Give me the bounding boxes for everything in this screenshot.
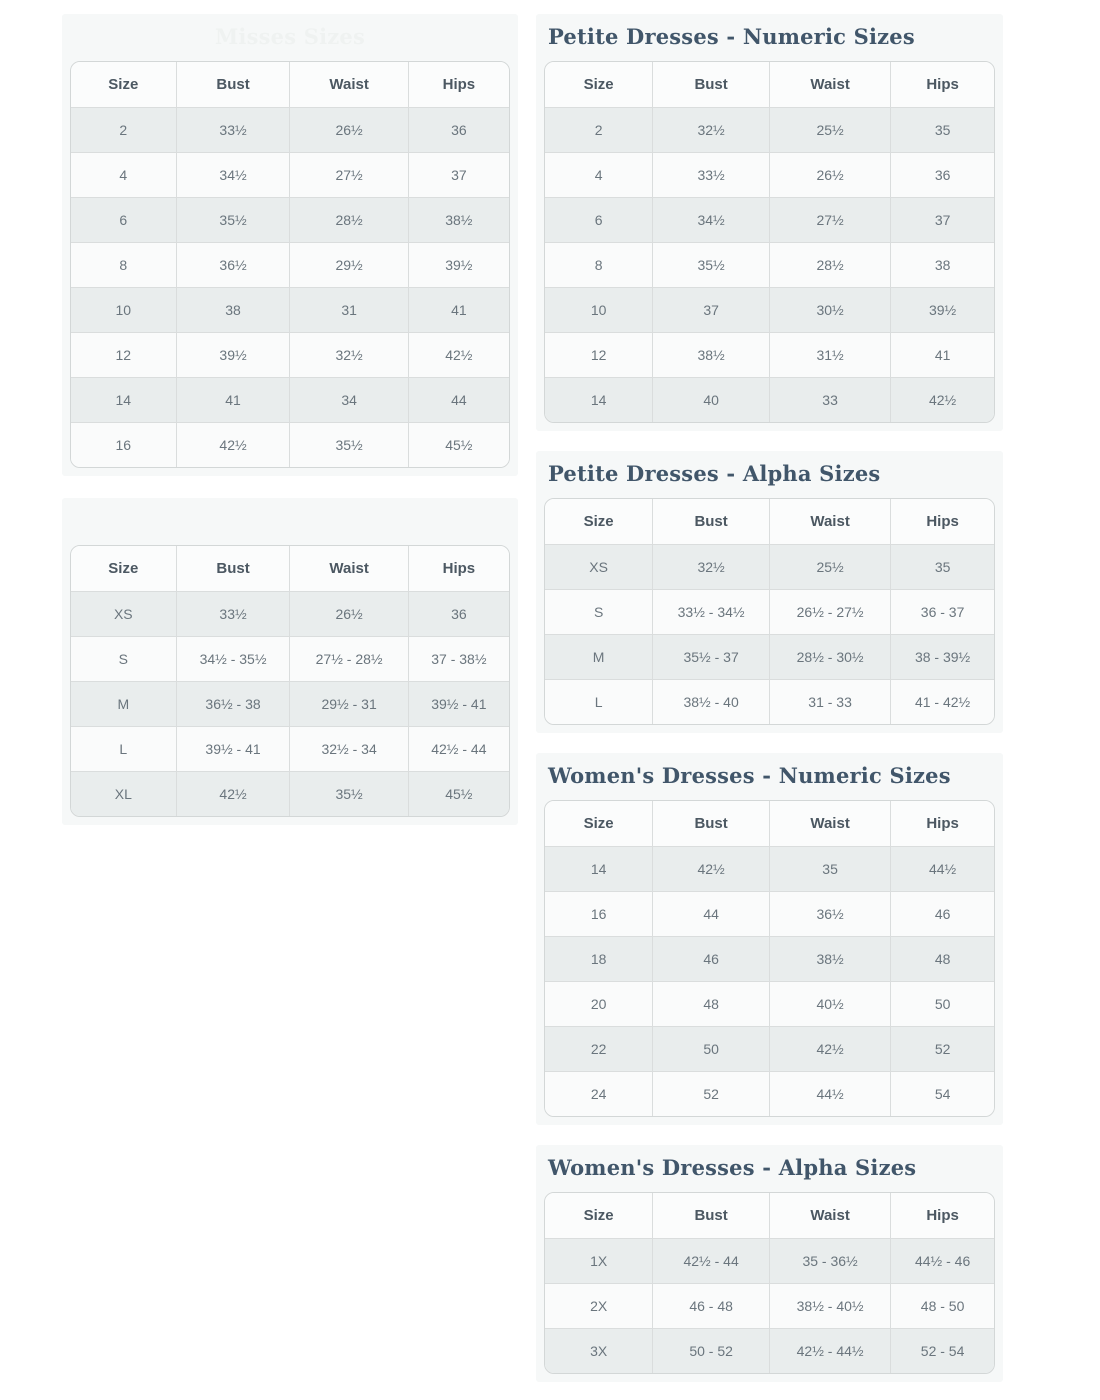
column-header: Size	[545, 1193, 653, 1238]
table-cell: 36	[408, 107, 509, 152]
table-cell: 35½	[290, 771, 408, 816]
table-cell: M	[71, 681, 176, 726]
table-cell: 52	[891, 1026, 994, 1071]
table-cell: 44	[653, 891, 770, 936]
table-cell: 52	[653, 1071, 770, 1116]
table-cell: 41 - 42½	[891, 679, 994, 724]
table-cell: 27½	[290, 152, 408, 197]
table-cell: 12	[545, 332, 653, 377]
left-column	[62, 14, 518, 825]
table-cell: 31 - 33	[769, 679, 890, 724]
table-cell: 36½ - 38	[176, 681, 290, 726]
table-cell: 39½ - 41	[408, 681, 509, 726]
table-cell: 46	[891, 891, 994, 936]
table-cell: 14	[71, 377, 176, 422]
table-cell: 33	[769, 377, 890, 422]
table-cell: 12	[71, 332, 176, 377]
table-cell: XS	[545, 544, 653, 589]
table-cell: L	[545, 679, 653, 724]
table-cell: 14	[545, 846, 653, 891]
table-cell: 45½	[408, 422, 509, 467]
table-cell: 26½	[290, 107, 408, 152]
misses-numeric-size-table	[71, 62, 509, 467]
table-cell: 6	[545, 197, 653, 242]
table-row	[545, 634, 994, 679]
misses-numeric-table-wrap	[70, 61, 510, 468]
table-cell: 39½	[891, 287, 994, 332]
column-header: Bust	[653, 801, 770, 846]
table-cell: S	[545, 589, 653, 634]
table-cell: 41	[891, 332, 994, 377]
column-header: Hips	[891, 1193, 994, 1238]
table-cell: XS	[71, 591, 176, 636]
table-cell: 3X	[545, 1328, 653, 1373]
header-row	[545, 801, 994, 846]
table-cell: 37	[653, 287, 770, 332]
table-cell: 20	[545, 981, 653, 1026]
table-cell: 37	[408, 152, 509, 197]
table-row	[545, 197, 994, 242]
column-header: Bust	[653, 62, 770, 107]
table-cell: 18	[545, 936, 653, 981]
table-cell: 54	[891, 1071, 994, 1116]
column-header: Size	[545, 62, 653, 107]
table-cell: 41	[408, 287, 509, 332]
table-row	[545, 1238, 994, 1283]
table-cell: 48	[891, 936, 994, 981]
table-row	[71, 636, 509, 681]
column-header: Waist	[769, 1193, 890, 1238]
section-womens-numeric	[536, 753, 1003, 1125]
table-row	[545, 544, 994, 589]
table-cell: 35	[891, 107, 994, 152]
womens-alpha-size-table	[545, 1193, 994, 1373]
table-cell: 26½	[769, 152, 890, 197]
table-cell: 38	[891, 242, 994, 287]
table-cell: 44	[408, 377, 509, 422]
table-cell: 6	[71, 197, 176, 242]
table-cell: 39½	[408, 242, 509, 287]
section-petite-numeric	[536, 14, 1003, 431]
column-header: Waist	[769, 801, 890, 846]
table-cell: 50	[891, 981, 994, 1026]
table-row	[545, 891, 994, 936]
table-cell: 26½ - 27½	[769, 589, 890, 634]
table-row	[71, 771, 509, 816]
misses-alpha-table-wrap	[70, 545, 510, 817]
table-row	[71, 152, 509, 197]
table-cell: S	[71, 636, 176, 681]
table-cell: 37 - 38½	[408, 636, 509, 681]
table-cell: 36½	[769, 891, 890, 936]
right-column	[536, 14, 1003, 1382]
header-row	[71, 546, 509, 591]
table-row	[545, 981, 994, 1026]
table-cell: 36 - 37	[891, 589, 994, 634]
column-header: Bust	[653, 499, 770, 544]
table-cell: 34½ - 35½	[176, 636, 290, 681]
petite-alpha-title: Petite Dresses - Alpha Sizes	[548, 461, 881, 486]
table-row	[71, 422, 509, 467]
table-cell: 37	[891, 197, 994, 242]
column-header: Size	[71, 546, 176, 591]
table-cell: 25½	[769, 544, 890, 589]
table-cell: 35½	[653, 242, 770, 287]
column-header: Hips	[891, 62, 994, 107]
table-cell: 16	[545, 891, 653, 936]
header-row	[71, 62, 509, 107]
womens-alpha-table-wrap	[544, 1192, 995, 1374]
table-cell: 38 - 39½	[891, 634, 994, 679]
table-cell: 28½	[769, 242, 890, 287]
table-cell: 44½	[891, 846, 994, 891]
table-cell: 8	[545, 242, 653, 287]
table-cell: 39½ - 41	[176, 726, 290, 771]
table-cell: 25½	[769, 107, 890, 152]
table-cell: 38½	[769, 936, 890, 981]
table-row	[71, 726, 509, 771]
table-cell: 33½	[653, 152, 770, 197]
column-header: Size	[545, 499, 653, 544]
table-row	[545, 679, 994, 724]
table-cell: 50 - 52	[653, 1328, 770, 1373]
petite-numeric-table-wrap	[544, 61, 995, 423]
table-cell: 40	[653, 377, 770, 422]
table-row	[71, 591, 509, 636]
table-cell: 42½	[176, 771, 290, 816]
petite-alpha-size-table	[545, 499, 994, 724]
table-cell: 27½ - 28½	[290, 636, 408, 681]
table-cell: 42½	[891, 377, 994, 422]
table-cell: 40½	[769, 981, 890, 1026]
column-header: Hips	[408, 546, 509, 591]
table-cell: 39½	[176, 332, 290, 377]
column-header: Waist	[290, 546, 408, 591]
header-row	[545, 499, 994, 544]
womens-numeric-table-wrap	[544, 800, 995, 1117]
womens-numeric-size-table	[545, 801, 994, 1116]
table-row	[71, 287, 509, 332]
table-row	[545, 152, 994, 197]
table-cell: M	[545, 634, 653, 679]
table-cell: 35	[891, 544, 994, 589]
table-cell: 36½	[176, 242, 290, 287]
header-row	[545, 62, 994, 107]
table-cell: 38½ - 40½	[769, 1283, 890, 1328]
table-cell: 41	[176, 377, 290, 422]
table-cell: 36	[891, 152, 994, 197]
table-cell: 34½	[176, 152, 290, 197]
table-cell: 10	[71, 287, 176, 332]
table-cell: 2X	[545, 1283, 653, 1328]
table-cell: 35½ - 37	[653, 634, 770, 679]
table-cell: 29½	[290, 242, 408, 287]
table-row	[71, 377, 509, 422]
table-cell: 4	[545, 152, 653, 197]
column-header: Size	[545, 801, 653, 846]
table-row	[545, 1071, 994, 1116]
table-cell: 46 - 48	[653, 1283, 770, 1328]
table-cell: XL	[71, 771, 176, 816]
table-cell: 33½	[176, 107, 290, 152]
table-cell: 42½	[176, 422, 290, 467]
column-header: Size	[71, 62, 176, 107]
table-cell: 35	[769, 846, 890, 891]
table-cell: 26½	[290, 591, 408, 636]
column-header: Bust	[176, 62, 290, 107]
table-row	[71, 107, 509, 152]
section-misses-numeric	[62, 14, 518, 476]
table-cell: 14	[545, 377, 653, 422]
table-cell: 10	[545, 287, 653, 332]
table-cell: 4	[71, 152, 176, 197]
table-cell: 33½ - 34½	[653, 589, 770, 634]
table-cell: 50	[653, 1026, 770, 1071]
table-cell: 42½ - 44	[408, 726, 509, 771]
table-row	[545, 242, 994, 287]
table-cell: 46	[653, 936, 770, 981]
table-cell: 8	[71, 242, 176, 287]
table-cell: 32½	[653, 107, 770, 152]
womens-numeric-title: Women's Dresses - Numeric Sizes	[548, 763, 951, 788]
table-cell: 44½	[769, 1071, 890, 1116]
column-header: Waist	[290, 62, 408, 107]
misses-numeric-title: Misses Sizes	[214, 24, 365, 49]
table-cell: 28½ - 30½	[769, 634, 890, 679]
table-cell: 1X	[545, 1238, 653, 1283]
table-cell: 35½	[176, 197, 290, 242]
misses-alpha-size-table	[71, 546, 509, 816]
table-row	[545, 846, 994, 891]
column-header: Hips	[891, 499, 994, 544]
table-row	[71, 681, 509, 726]
table-row	[545, 936, 994, 981]
table-cell: 38½	[408, 197, 509, 242]
table-cell: 38	[176, 287, 290, 332]
table-row	[545, 1026, 994, 1071]
womens-alpha-title: Women's Dresses - Alpha Sizes	[548, 1155, 917, 1180]
table-cell: 32½ - 34	[290, 726, 408, 771]
table-cell: 34½	[653, 197, 770, 242]
header-row	[545, 1193, 994, 1238]
table-row	[545, 287, 994, 332]
column-header: Hips	[408, 62, 509, 107]
table-cell: 42½ - 44½	[769, 1328, 890, 1373]
table-cell: 32½	[653, 544, 770, 589]
table-cell: 2	[71, 107, 176, 152]
table-cell: 16	[71, 422, 176, 467]
table-row	[545, 107, 994, 152]
table-cell: 24	[545, 1071, 653, 1116]
table-cell: 42½	[653, 846, 770, 891]
table-row	[71, 197, 509, 242]
table-row	[71, 242, 509, 287]
table-cell: 31	[290, 287, 408, 332]
column-header: Waist	[769, 499, 890, 544]
table-cell: 2	[545, 107, 653, 152]
table-row	[71, 332, 509, 377]
petite-alpha-table-wrap	[544, 498, 995, 725]
table-cell: 44½ - 46	[891, 1238, 994, 1283]
column-header: Waist	[769, 62, 890, 107]
table-cell: 32½	[290, 332, 408, 377]
table-cell: 38½ - 40	[653, 679, 770, 724]
table-cell: 35½	[290, 422, 408, 467]
table-cell: 33½	[176, 591, 290, 636]
table-cell: 42½	[408, 332, 509, 377]
table-cell: 31½	[769, 332, 890, 377]
table-cell: 28½	[290, 197, 408, 242]
section-petite-alpha	[536, 451, 1003, 733]
table-cell: 45½	[408, 771, 509, 816]
table-cell: 35 - 36½	[769, 1238, 890, 1283]
column-header: Bust	[653, 1193, 770, 1238]
table-cell: 42½	[769, 1026, 890, 1071]
column-header: Hips	[891, 801, 994, 846]
table-row	[545, 589, 994, 634]
table-cell: 36	[408, 591, 509, 636]
table-cell: 27½	[769, 197, 890, 242]
column-header: Bust	[176, 546, 290, 591]
table-cell: 38½	[653, 332, 770, 377]
table-cell: 48 - 50	[891, 1283, 994, 1328]
table-row	[545, 1283, 994, 1328]
petite-numeric-title: Petite Dresses - Numeric Sizes	[548, 24, 915, 49]
table-cell: 42½ - 44	[653, 1238, 770, 1283]
table-cell: 22	[545, 1026, 653, 1071]
table-row	[545, 1328, 994, 1373]
section-womens-alpha	[536, 1145, 1003, 1382]
table-row	[545, 377, 994, 422]
table-cell: 48	[653, 981, 770, 1026]
table-cell: L	[71, 726, 176, 771]
table-cell: 29½ - 31	[290, 681, 408, 726]
table-cell: 30½	[769, 287, 890, 332]
table-cell: 34	[290, 377, 408, 422]
table-row	[545, 332, 994, 377]
table-cell: 52 - 54	[891, 1328, 994, 1373]
section-misses-alpha	[62, 498, 518, 825]
petite-numeric-size-table	[545, 62, 994, 422]
